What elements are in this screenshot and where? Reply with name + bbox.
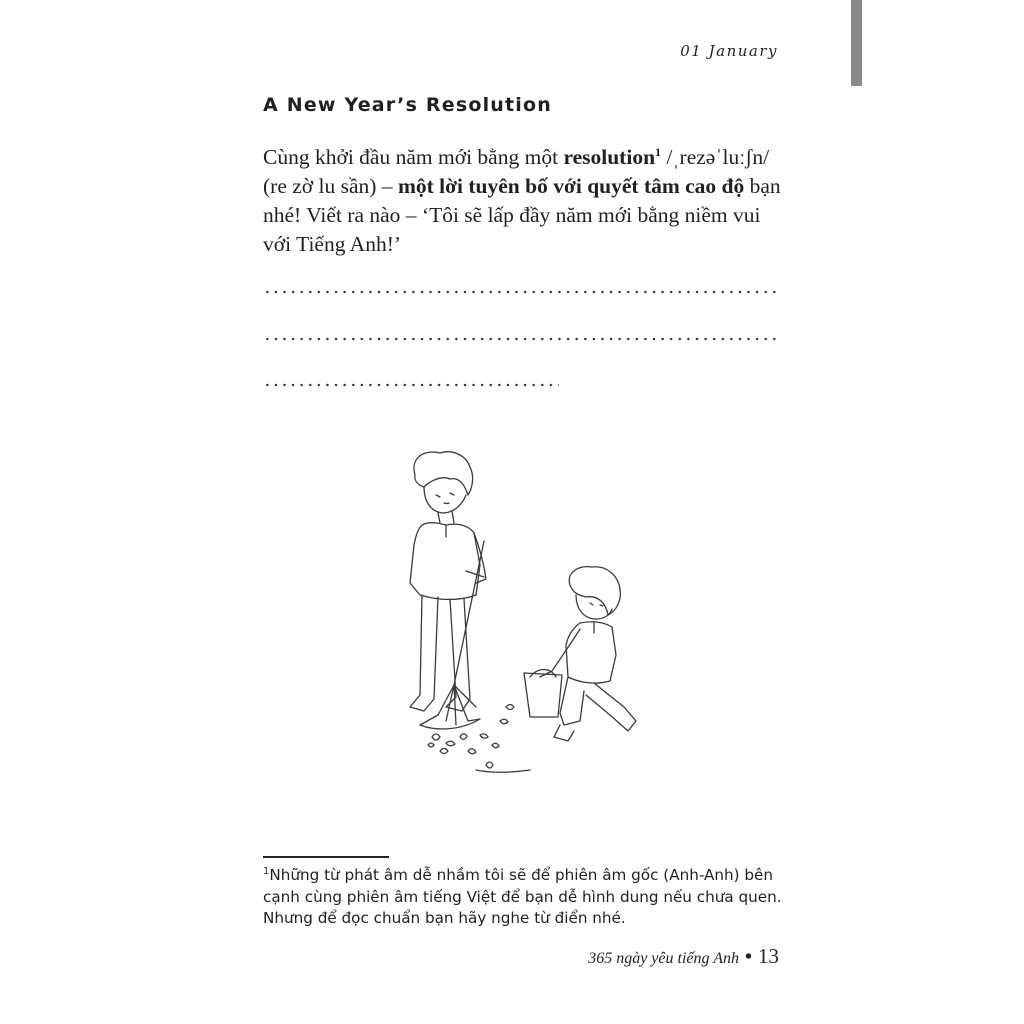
body-paragraph [263,143,783,259]
footnote-reference: 1 [655,145,662,159]
footnote-number: 1 [263,866,270,877]
footnote [263,865,793,930]
body-text-outro: bạn nhé! Viết ra nào – ‘Tôi sẽ lấp đầy năm mới bằng niềm vui với Tiếng Anh!’ [263,174,781,256]
pronunciation: /ˌrezəˈluːʃn/ (re zờ lu sần) – [263,145,770,198]
writing-line-2[interactable] [263,337,781,341]
writing-line-1[interactable] [263,290,781,294]
footer-separator: • [744,946,752,968]
book-title: 365 ngày yêu tiếng Anh [588,950,739,967]
page-edge-tab [851,0,862,86]
page-date: 01 January [680,42,778,60]
page-footer [588,944,779,969]
footnote-divider [263,856,389,858]
keyword-definition: một lời tuyên bố với quyết tâm cao độ [397,174,745,198]
body-text-intro: Cùng khởi đầu năm mới bằng một [263,145,564,169]
writing-line-3[interactable] [263,383,559,387]
footnote-text: Những từ phát âm dễ nhầm tôi sẽ để phiên âm gốc (Anh-Anh) bên cạnh cùng phiên âm tiếng Việt để bạn dễ hình dung nếu chưa quen. Nhưng để đọc chuẩn bạn hãy nghe từ điển nhé. [263,866,782,927]
keyword-resolution: resolution [563,145,656,169]
sweeping-children-illustration [380,445,650,785]
page-number: 13 [758,944,779,968]
section-title: A New Year’s Resolution [263,94,552,116]
